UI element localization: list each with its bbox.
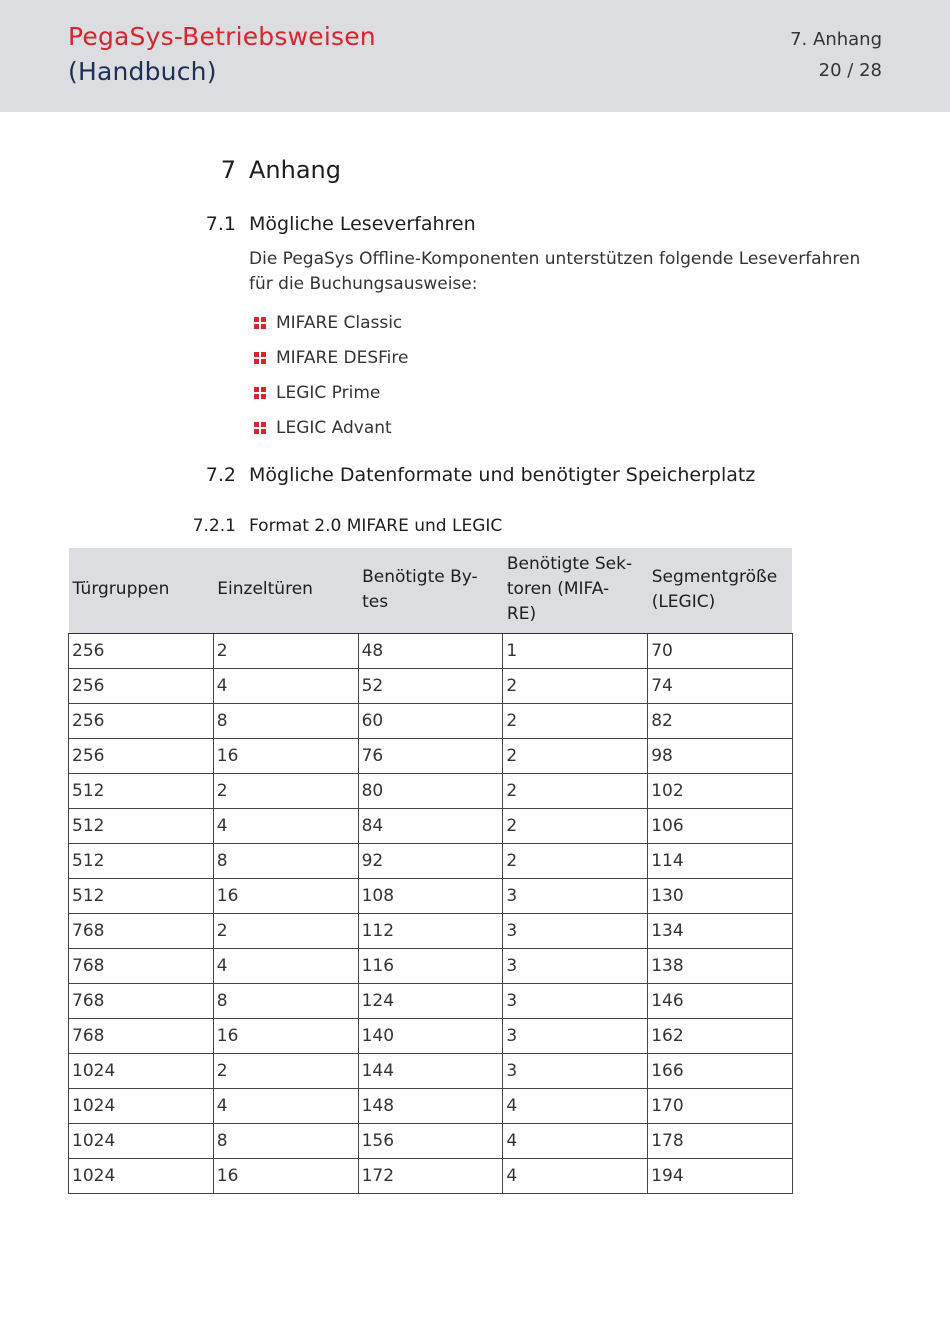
- cell-door-groups: 256: [69, 634, 214, 669]
- cell-single-doors: 16: [213, 739, 358, 774]
- cell-required-bytes: 112: [358, 914, 503, 949]
- section-title: Anhang: [249, 156, 341, 184]
- red-square-grid-icon: [254, 352, 266, 364]
- red-square-grid-icon: [254, 387, 266, 399]
- cell-door-groups: 256: [69, 704, 214, 739]
- table-row: [69, 949, 793, 984]
- subsection-title-7-2: Mögliche Datenformate und benötigter Speicherplatz: [249, 464, 756, 486]
- cell-segment-size: 114: [648, 844, 793, 879]
- cell-segment-size: 130: [648, 879, 793, 914]
- cell-required-sectors: 3: [503, 1019, 648, 1054]
- cell-required-bytes: 124: [358, 984, 503, 1019]
- page-number: 20 / 28: [818, 60, 882, 81]
- table-body: [69, 634, 793, 1194]
- cell-segment-size: 194: [648, 1159, 793, 1194]
- cell-door-groups: 1024: [69, 1089, 214, 1124]
- column-header-required-sectors: Benötigte Sek- toren (MIFA- RE): [503, 548, 648, 634]
- column-header-required-bytes: Benötigte By- tes: [358, 548, 503, 634]
- cell-single-doors: 4: [213, 949, 358, 984]
- table-row: [69, 1089, 793, 1124]
- cell-segment-size: 106: [648, 809, 793, 844]
- cell-single-doors: 8: [213, 844, 358, 879]
- table-row: [69, 1054, 793, 1089]
- cell-required-bytes: 60: [358, 704, 503, 739]
- table-header-row: [69, 548, 793, 634]
- cell-required-bytes: 76: [358, 739, 503, 774]
- cell-required-bytes: 116: [358, 949, 503, 984]
- cell-required-sectors: 4: [503, 1089, 648, 1124]
- cell-required-bytes: 92: [358, 844, 503, 879]
- table-row: [69, 809, 793, 844]
- cell-single-doors: 16: [213, 1159, 358, 1194]
- cell-segment-size: 102: [648, 774, 793, 809]
- cell-door-groups: 768: [69, 1019, 214, 1054]
- cell-segment-size: 170: [648, 1089, 793, 1124]
- cell-required-sectors: 1: [503, 634, 648, 669]
- cell-required-bytes: 108: [358, 879, 503, 914]
- cell-single-doors: 2: [213, 774, 358, 809]
- cell-required-sectors: 2: [503, 669, 648, 704]
- cell-required-bytes: 172: [358, 1159, 503, 1194]
- cell-required-sectors: 3: [503, 949, 648, 984]
- cell-single-doors: 8: [213, 984, 358, 1019]
- header-chapter: 7. Anhang: [790, 29, 882, 50]
- cell-door-groups: 256: [69, 669, 214, 704]
- document-subtitle: (Handbuch): [68, 57, 217, 86]
- cell-segment-size: 146: [648, 984, 793, 1019]
- cell-segment-size: 162: [648, 1019, 793, 1054]
- list-item: [254, 375, 408, 410]
- list-item-label: LEGIC Advant: [276, 417, 392, 438]
- cell-single-doors: 2: [213, 914, 358, 949]
- list-item-label: MIFARE DESFire: [276, 347, 409, 368]
- subsubsection-number-7-2-1: 7.2.1: [192, 516, 236, 536]
- cell-segment-size: 134: [648, 914, 793, 949]
- cell-required-sectors: 4: [503, 1159, 648, 1194]
- document-title: PegaSys-Betriebsweisen: [68, 22, 376, 51]
- cell-segment-size: 98: [648, 739, 793, 774]
- list-item: [254, 340, 408, 375]
- intro-paragraph: Die PegaSys Offline-Komponenten unterstützen folgende Leseverfahren für die Buchungsausweise:: [249, 249, 861, 294]
- cell-required-sectors: 3: [503, 984, 648, 1019]
- cell-segment-size: 82: [648, 704, 793, 739]
- cell-required-bytes: 148: [358, 1089, 503, 1124]
- subsection-number-7-2: 7.2: [205, 464, 236, 486]
- storage-format-table: [68, 548, 793, 1194]
- cell-required-sectors: 3: [503, 914, 648, 949]
- cell-door-groups: 1024: [69, 1124, 214, 1159]
- cell-required-sectors: 2: [503, 844, 648, 879]
- table-row: [69, 1019, 793, 1054]
- subsection-number-7-1: 7.1: [205, 213, 236, 235]
- cell-segment-size: 138: [648, 949, 793, 984]
- cell-door-groups: 512: [69, 844, 214, 879]
- cell-required-bytes: 84: [358, 809, 503, 844]
- table-row: [69, 739, 793, 774]
- cell-required-sectors: 4: [503, 1124, 648, 1159]
- page-header: [0, 0, 950, 112]
- cell-required-sectors: 2: [503, 704, 648, 739]
- cell-single-doors: 16: [213, 1019, 358, 1054]
- list-item: [254, 410, 408, 445]
- table-row: [69, 879, 793, 914]
- cell-required-bytes: 144: [358, 1054, 503, 1089]
- cell-required-bytes: 48: [358, 634, 503, 669]
- cell-door-groups: 1024: [69, 1054, 214, 1089]
- cell-door-groups: 768: [69, 914, 214, 949]
- cell-required-sectors: 2: [503, 809, 648, 844]
- column-header-segment-size: Segmentgröße (LEGIC): [648, 548, 793, 634]
- cell-required-bytes: 156: [358, 1124, 503, 1159]
- cell-required-bytes: 140: [358, 1019, 503, 1054]
- column-header-single-doors: Einzeltüren: [213, 548, 358, 634]
- subsection-title-7-1: Mögliche Leseverfahren: [249, 213, 476, 235]
- table-row: [69, 984, 793, 1019]
- cell-segment-size: 166: [648, 1054, 793, 1089]
- table-row: [69, 774, 793, 809]
- reading-methods-list: [254, 305, 408, 445]
- cell-single-doors: 4: [213, 809, 358, 844]
- cell-door-groups: 768: [69, 984, 214, 1019]
- cell-required-sectors: 2: [503, 774, 648, 809]
- cell-segment-size: 178: [648, 1124, 793, 1159]
- cell-single-doors: 4: [213, 669, 358, 704]
- cell-required-sectors: 3: [503, 1054, 648, 1089]
- table-row: [69, 914, 793, 949]
- cell-single-doors: 2: [213, 1054, 358, 1089]
- cell-door-groups: 512: [69, 809, 214, 844]
- table-row: [69, 1159, 793, 1194]
- cell-segment-size: 74: [648, 669, 793, 704]
- list-item-label: LEGIC Prime: [276, 382, 381, 403]
- section-number: 7: [220, 156, 236, 184]
- table-row: [69, 1124, 793, 1159]
- table-row: [69, 704, 793, 739]
- cell-required-bytes: 80: [358, 774, 503, 809]
- cell-door-groups: 1024: [69, 1159, 214, 1194]
- column-header-door-groups: Türgruppen: [69, 548, 214, 634]
- cell-single-doors: 2: [213, 634, 358, 669]
- table-row: [69, 844, 793, 879]
- cell-door-groups: 256: [69, 739, 214, 774]
- cell-door-groups: 512: [69, 879, 214, 914]
- cell-required-sectors: 2: [503, 739, 648, 774]
- cell-required-bytes: 52: [358, 669, 503, 704]
- list-item: [254, 305, 408, 340]
- red-square-grid-icon: [254, 317, 266, 329]
- cell-single-doors: 16: [213, 879, 358, 914]
- subsubsection-title-7-2-1: Format 2.0 MIFARE und LEGIC: [249, 516, 503, 536]
- cell-door-groups: 512: [69, 774, 214, 809]
- cell-door-groups: 768: [69, 949, 214, 984]
- cell-single-doors: 4: [213, 1089, 358, 1124]
- list-item-label: MIFARE Classic: [276, 312, 403, 333]
- cell-single-doors: 8: [213, 1124, 358, 1159]
- red-square-grid-icon: [254, 422, 266, 434]
- table-row: [69, 634, 793, 669]
- cell-required-sectors: 3: [503, 879, 648, 914]
- table-row: [69, 669, 793, 704]
- cell-single-doors: 8: [213, 704, 358, 739]
- cell-segment-size: 70: [648, 634, 793, 669]
